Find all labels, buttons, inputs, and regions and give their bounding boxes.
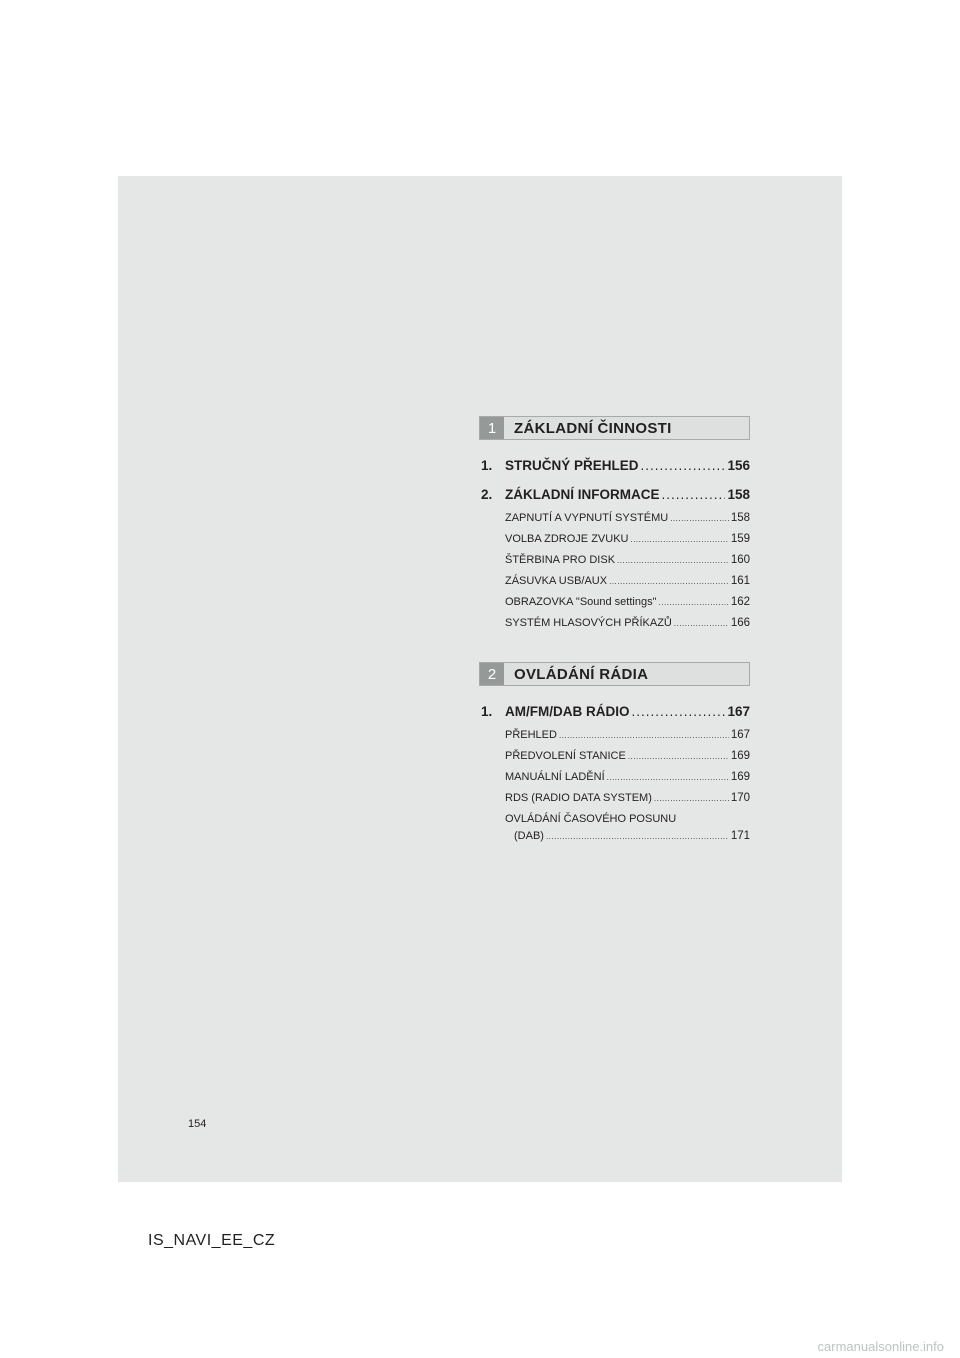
watermark: carmanualsonline.info — [817, 1339, 944, 1354]
toc-entry[interactable] — [505, 811, 750, 845]
toc-entry[interactable] — [505, 788, 750, 809]
entry-label: RDS (RADIO DATA SYSTEM) — [505, 792, 652, 804]
chapter-label: STRUČNÝ PŘEHLED — [505, 458, 639, 473]
entry-page: 158 — [730, 512, 750, 524]
toc-entry[interactable] — [505, 725, 750, 746]
entry-page: 162 — [730, 596, 750, 608]
entry-page: 170 — [730, 792, 750, 804]
entry-page: 169 — [730, 750, 750, 762]
dot-leader — [632, 704, 726, 719]
section-header — [479, 662, 750, 686]
entry-label: SYSTÉM HLASOVÝCH PŘÍKAZŮ — [505, 617, 672, 629]
page-number: 154 — [188, 1118, 207, 1130]
dot-leader — [674, 613, 729, 634]
document-code: IS_NAVI_EE_CZ — [148, 1232, 276, 1249]
dot-leader — [654, 788, 729, 809]
toc-entry[interactable] — [505, 508, 750, 529]
toc-entry[interactable] — [505, 613, 750, 634]
entry-label-line1: OVLÁDÁNÍ ČASOVÉHO POSUNU — [505, 813, 677, 825]
section-number: 2 — [480, 663, 504, 685]
entry-label: ZAPNUTÍ A VYPNUTÍ SYSTÉMU — [505, 512, 669, 524]
toc-chapter[interactable] — [481, 458, 750, 473]
toc-entry[interactable] — [505, 767, 750, 788]
toc-entry[interactable] — [505, 550, 750, 571]
chapter-label: ZÁKLADNÍ INFORMACE — [505, 487, 660, 502]
dot-leader — [662, 487, 726, 502]
toc-entry[interactable] — [505, 571, 750, 592]
chapter-number: 1. — [481, 704, 493, 719]
entry-page: 159 — [730, 533, 750, 545]
entry-label-line2: (DAB) — [514, 830, 544, 842]
chapter-number: 1. — [481, 458, 493, 473]
entry-page: 169 — [730, 771, 750, 783]
entry-label: PŘEHLED — [505, 729, 557, 741]
entry-label: OBRAZOVKA "Sound settings" — [505, 596, 657, 608]
entry-label: ZÁSUVKA USB/AUX — [505, 575, 608, 587]
toc-entries — [505, 508, 750, 634]
entry-line2 — [505, 828, 750, 845]
dot-leader — [607, 767, 729, 788]
entry-page: 161 — [730, 575, 750, 587]
toc-entries — [505, 725, 750, 845]
chapter-page: 158 — [727, 487, 750, 502]
toc-entry[interactable] — [505, 746, 750, 767]
dot-leader — [641, 458, 726, 473]
dot-leader — [670, 508, 729, 529]
toc-chapter[interactable] — [481, 487, 750, 502]
toc-entry[interactable] — [505, 592, 750, 613]
entry-page: 171 — [730, 830, 750, 842]
section-title: ZÁKLADNÍ ČINNOSTI — [514, 419, 672, 437]
section-header — [479, 416, 750, 440]
toc-entry[interactable] — [505, 529, 750, 550]
entry-page: 160 — [730, 554, 750, 566]
entry-label: PŘEDVOLENÍ STANICE — [505, 750, 626, 762]
entry-label: MANUÁLNÍ LADĚNÍ — [505, 771, 605, 783]
dot-leader — [617, 550, 729, 571]
section-title: OVLÁDÁNÍ RÁDIA — [514, 665, 649, 683]
entry-label: VOLBA ZDROJE ZVUKU — [505, 533, 629, 545]
section-number: 1 — [480, 417, 504, 439]
dot-leader — [630, 529, 728, 550]
dot-leader — [628, 746, 729, 767]
entry-page: 166 — [730, 617, 750, 629]
chapter-page: 156 — [727, 458, 750, 473]
entry-label: ŠTĚRBINA PRO DISK — [505, 554, 616, 566]
entry-page: 167 — [730, 729, 750, 741]
toc-section-2 — [479, 662, 750, 845]
chapter-number: 2. — [481, 487, 493, 502]
chapter-label: AM/FM/DAB RÁDIO — [505, 704, 630, 719]
dot-leader — [546, 828, 729, 845]
toc-section-1 — [479, 416, 750, 634]
dot-leader — [609, 571, 729, 592]
chapter-page: 167 — [727, 704, 750, 719]
toc-chapter[interactable] — [481, 704, 750, 719]
dot-leader — [659, 592, 729, 613]
dot-leader — [559, 725, 729, 746]
